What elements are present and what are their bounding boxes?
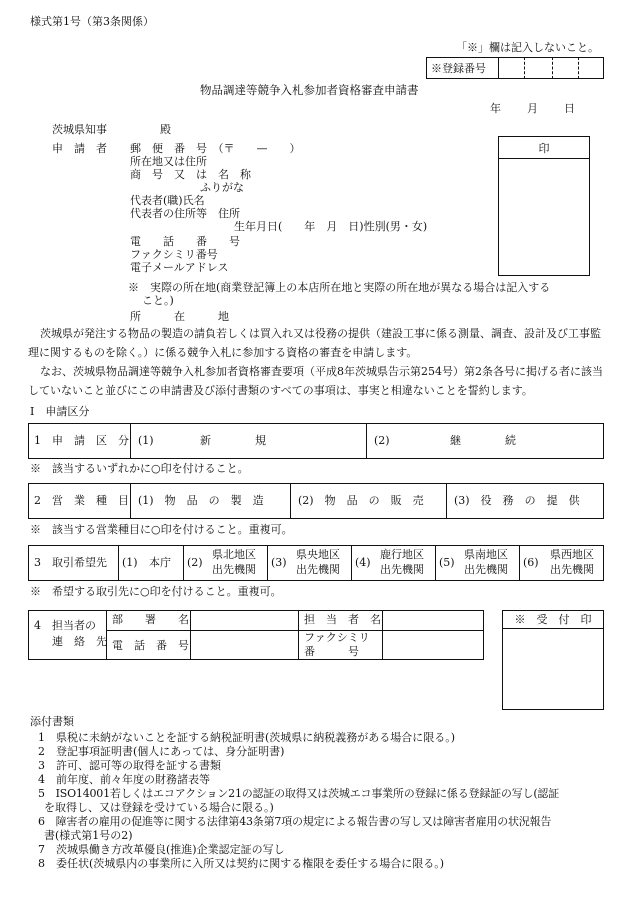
- representative-name-line: 代表者(職)氏名: [130, 194, 205, 207]
- attachments-heading: 添付書類: [30, 715, 74, 728]
- trading-destination-label: 3 取引希望先: [34, 556, 107, 569]
- destination-label: 出先機関: [296, 563, 340, 576]
- divider: [519, 545, 520, 581]
- divider: [106, 630, 484, 631]
- seal-label: 印: [538, 142, 550, 155]
- attachment-item: 7 茨城県働き方改革優良(推進)企業認定証の写し: [38, 843, 285, 856]
- divider: [366, 423, 367, 459]
- divider: [524, 57, 525, 79]
- attachment-item: 3 許可、認可等の取得を証する書類: [38, 759, 221, 772]
- option-new-number: (1): [138, 434, 154, 447]
- divider: [382, 610, 383, 660]
- applicant-label: 申 請 者: [52, 142, 107, 155]
- document-title: 物品調達等競争入札参加者資格審査申請書: [200, 83, 419, 97]
- statement-paragraph-1: 茨城県が発注する物品の製造の請負若しくは買入れ又は役務の提供（建設工事に係る測量、調査、設計及び工事監理に関するものを除く。）に係る競争入札に参加する資格の審査を申請します。: [28, 327, 601, 359]
- divider: [267, 545, 268, 581]
- destination-label: 出先機関: [212, 563, 256, 576]
- contact-phone-label: 電 話 番 号: [112, 639, 189, 652]
- date-year: 年: [490, 102, 501, 115]
- business-type-note: ※ 該当する営業種目に○印を付けること。重複可。: [30, 523, 293, 536]
- trade-name-line: 商 号 又 は 名 称: [130, 168, 251, 181]
- attachment-item-cont: を取得し、又は登録を受けている場合に限る。): [44, 801, 274, 814]
- furigana-line: ふりがな: [200, 181, 244, 194]
- divider: [578, 57, 579, 79]
- seal-box: [498, 136, 590, 276]
- business-sales: (2) 物 品 の 販 売: [298, 494, 424, 507]
- destination-label: 鹿行地区: [380, 548, 424, 561]
- divider: [502, 628, 604, 629]
- contact-label: 4 担当者の: [34, 619, 96, 632]
- destination-number: (2): [187, 556, 203, 569]
- date-month: 月: [527, 102, 538, 115]
- actual-location-note-cont: こと。): [142, 294, 174, 307]
- birth-gender-line: 生年月日( 年 月 日)性別(男・女): [234, 220, 428, 233]
- section-heading: Ⅰ 申請区分: [30, 405, 90, 418]
- actual-location-line: 所 在 地: [130, 310, 229, 323]
- business-manufacture: (1) 物 品 の 製 造: [138, 494, 264, 507]
- destination-main-office: 本庁: [149, 556, 171, 569]
- divider: [298, 610, 299, 660]
- form-number: 様式第1号（第3条関係）: [30, 15, 154, 28]
- addressee: 茨城県知事: [52, 123, 107, 136]
- contact-fax-label: ファクシミリ: [304, 631, 370, 644]
- destination-label: 出先機関: [550, 563, 594, 576]
- divider: [446, 483, 447, 519]
- destination-label: 県西地区: [550, 548, 594, 561]
- fax-line: ファクシミリ番号: [130, 248, 218, 261]
- destination-number: (4): [355, 556, 371, 569]
- destination-label: 県北地区: [212, 548, 256, 561]
- attachment-item: 8 委任状(茨城県内の事業所に入所又は契約に関する権限を委任する場合に限る。): [38, 857, 445, 870]
- statement-paragraph-2: なお、茨城県物品調達等競争入札参加者資格審査要項（平成8年茨城県告示第254号）第2条各号に掲げる者に該当していないこと並びにこの申請書及び添付書類のすべての事項は、事実と相違ないことを誓約します。: [28, 365, 603, 397]
- divider: [552, 57, 553, 79]
- divider: [351, 545, 352, 581]
- date-day: 日: [564, 102, 575, 115]
- divider: [435, 545, 436, 581]
- divider: [130, 483, 131, 519]
- business-services: (3) 役 務 の 提 供: [454, 494, 580, 507]
- application-type-note: ※ 該当するいずれかに○印を付けること。: [30, 462, 249, 475]
- department-label: 部 署 名: [112, 613, 189, 626]
- attachment-item: 4 前年度、前々年度の財務諸表等: [38, 773, 210, 786]
- contact-label-cont: 連 絡 先: [52, 635, 107, 648]
- attachment-item: 1 県税に未納がないことを証する納税証明書(茨城県に納税義務がある場合に限る。): [38, 731, 456, 744]
- reception-stamp-label: ※ 受 付 印: [514, 613, 592, 626]
- divider: [118, 545, 119, 581]
- divider: [130, 423, 131, 459]
- option-continue: 継 続: [450, 434, 516, 447]
- note-mark: 「※」欄は記入しないこと。: [456, 41, 599, 54]
- attachment-item: 2 登記事項証明書(個人にあっては、身分証明書): [38, 745, 285, 758]
- divider: [183, 545, 184, 581]
- representative-address-line: 代表者の住所等 住所: [130, 207, 240, 220]
- addressee-suffix: 殿: [160, 123, 171, 136]
- destination-label: 県央地区: [296, 548, 340, 561]
- business-type-label: 2 営 業 種 目: [34, 494, 129, 507]
- divider: [190, 610, 191, 660]
- address-line: 所在地又は住所: [130, 155, 207, 168]
- postal-code-line: 郵 便 番 号 （〒 — ）: [130, 142, 301, 155]
- phone-line: 電 話 番 号: [130, 235, 240, 248]
- application-type-label: 1 申 請 区 分: [34, 434, 129, 447]
- actual-location-note: ※ 実際の所在地(商業登記簿上の本店所在地と実際の所在地が異なる場合は記入する: [128, 281, 551, 294]
- destination-number: (5): [439, 556, 455, 569]
- divider: [498, 57, 499, 79]
- destination-number: (1): [122, 556, 138, 569]
- divider: [290, 483, 291, 519]
- destination-label: 県南地区: [464, 548, 508, 561]
- attachment-item: 6 障害者の雇用の促進等に関する法律第43条第7項の規定による報告書の写し又は障害者雇用の状況報告: [38, 815, 552, 828]
- option-new: 新 規: [200, 434, 266, 447]
- destination-label: 出先機関: [380, 563, 424, 576]
- attachment-item-cont: 書(様式第1号の2): [44, 829, 133, 842]
- trading-destination-note: ※ 希望する取引先に○印を付けること。重複可。: [30, 585, 282, 598]
- person-in-charge-label: 担 当 者 名: [304, 613, 381, 626]
- divider: [498, 158, 590, 159]
- contact-fax-label-cont: 番 号: [304, 645, 359, 658]
- destination-number: (6): [523, 556, 539, 569]
- option-continue-number: (2): [374, 434, 390, 447]
- destination-label: 出先機関: [464, 563, 508, 576]
- email-line: 電子メールアドレス: [130, 261, 229, 274]
- attachment-item: 5 ISO14001若しくはエコアクション21の認証の取得又は茨城エコ事業所の登録に係る登録証の写し(認証: [38, 787, 560, 800]
- destination-number: (3): [271, 556, 287, 569]
- registration-number-label: ※登録番号: [431, 62, 486, 75]
